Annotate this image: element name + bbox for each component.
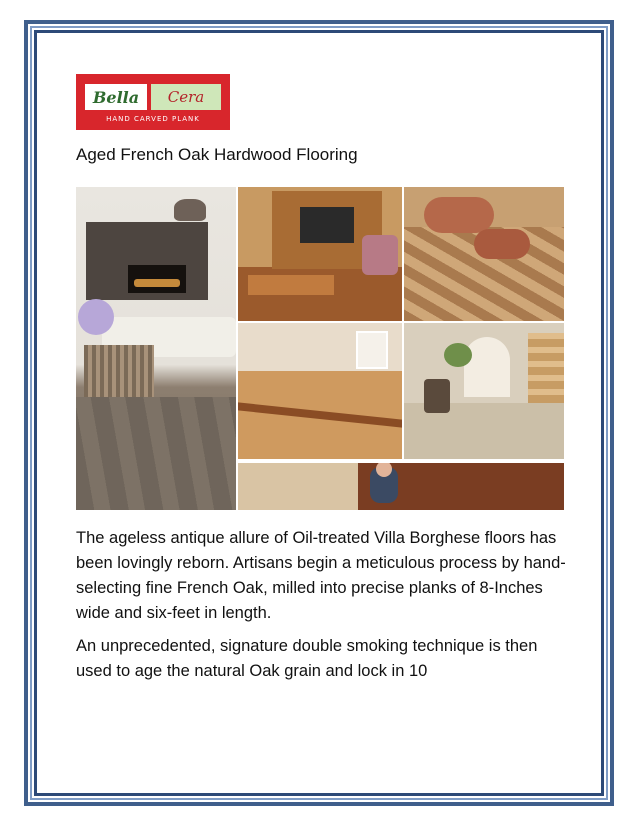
logo-bella-panel [85, 84, 147, 110]
photo-hand-carving [404, 187, 564, 321]
page-title: Aged French Oak Hardwood Flooring [76, 145, 358, 164]
logo-tagline: HAND CARVED PLANK [106, 115, 200, 123]
flooring-photo-collage [76, 187, 564, 510]
photo-tv-room [238, 187, 402, 321]
photo-fireplace-living-room [76, 187, 236, 510]
body-text [76, 526, 566, 692]
paragraph-1: The ageless antique allure of Oil-treated Villa Borghese floors has been lovingly reborn. Artisans begin a meticulous process by hand-selecting fine French Oak, milled into precise planks of 8-Inches wide and six-feet in length. [76, 529, 566, 622]
logo-word-bella: Bella [92, 87, 140, 107]
photo-hallway-stairs [404, 323, 564, 459]
bella-cera-logo [76, 74, 230, 130]
photo-baby-on-floor [238, 463, 564, 510]
paragraph-2: An unprecedented, signature double smoking technique is then used to age the natural Oak grain and lock in 10 [76, 637, 538, 680]
logo-word-cera: Cera [167, 88, 205, 106]
logo-cera-panel [151, 84, 221, 110]
photo-empty-room-floor [238, 323, 402, 459]
